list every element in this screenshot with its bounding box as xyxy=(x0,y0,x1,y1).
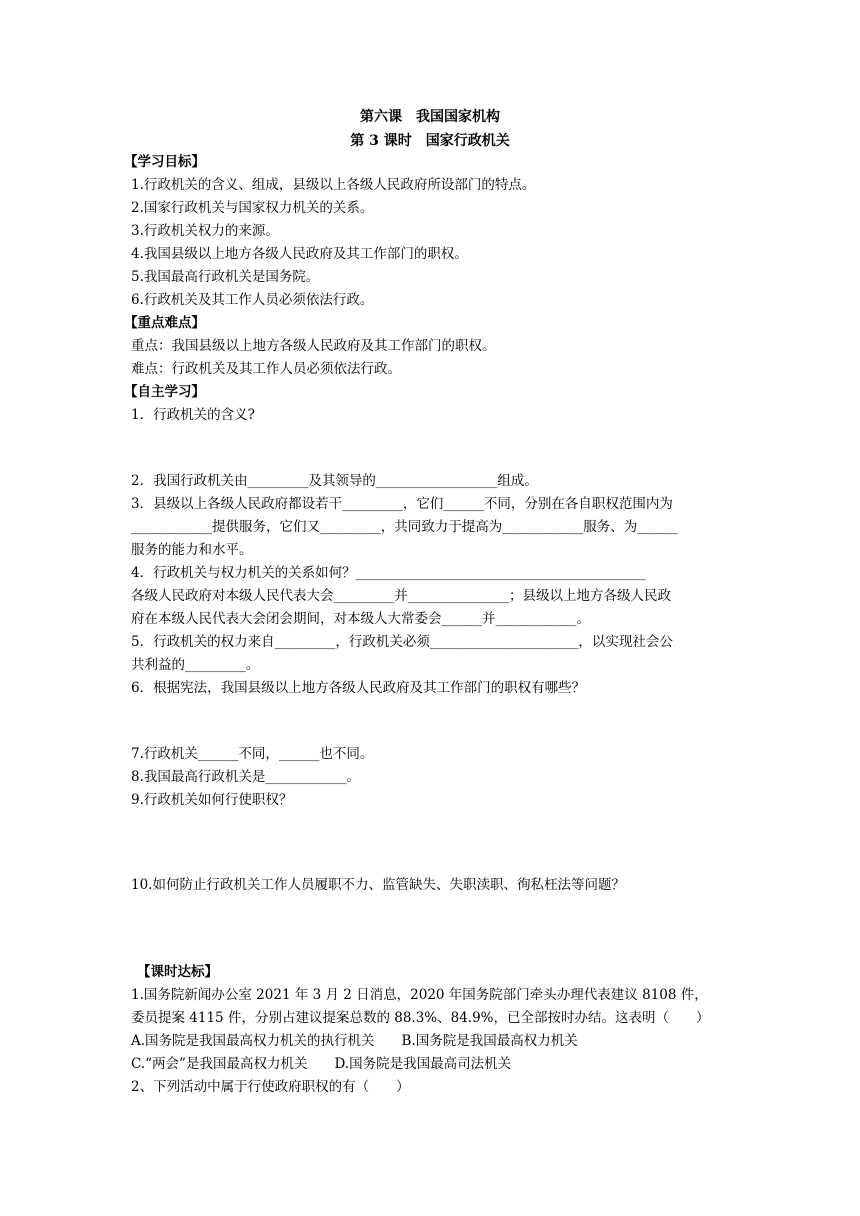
exercise-1-options-cd: C.“两会”是我国最高权力机关 D.国务院是我国最高司法机关 xyxy=(131,1056,512,1072)
objective-item: 3.行政机关权力的来源。 xyxy=(131,223,279,239)
objective-item: 2.国家行政机关与国家权力机关的关系。 xyxy=(131,200,374,216)
key-point: 重点：我国县级以上地方各级人民政府及其工作部门的职权。 xyxy=(131,338,496,354)
question-3-cont: 服务的能力和水平。 xyxy=(131,542,253,558)
objective-item: 1.行政机关的含义、组成，县级以上各级人民政府所设部门的特点。 xyxy=(131,177,536,193)
keypoints-heading: 【重点难点】 xyxy=(124,315,205,331)
lesson-subtitle: 第 3 课时 国家行政机关 xyxy=(350,133,510,149)
question-4: 4．行政机关与权力机关的关系如何？___________________________________________ xyxy=(131,565,646,581)
question-2: 2．我国行政机关由_________及其领导的__________________组成。 xyxy=(131,473,538,489)
question-5-cont: 共利益的_________。 xyxy=(131,657,260,673)
lesson-title: 第六课 我国国家机构 xyxy=(360,109,500,125)
question-1: 1．行政机关的含义? xyxy=(131,407,255,423)
objectives-heading: 【学习目标】 xyxy=(124,154,205,170)
objective-item: 4.我国县级以上地方各级人民政府及其工作部门的职权。 xyxy=(131,246,468,262)
exercise-1-cont: 委员提案 4115 件，分别占建议提案总数的 88.3%、84.9%，已全部按时办结。这表明（ ） xyxy=(131,1010,710,1026)
question-3: 3．县级以上各级人民政府都设若干_________，它们______不同，分别在各自职权范围内为 xyxy=(131,496,673,512)
question-4-cont: 府在本级人民代表大会闭会期间，对本级人大常委会______并____________。 xyxy=(131,611,590,627)
question-3-cont: ____________提供服务，它们又_________，共同致力于提高为____________服务、为______ xyxy=(131,519,678,535)
question-6: 6．根据宪法，我国县级以上地方各级人民政府及其工作部门的职权有哪些？ xyxy=(131,680,586,696)
selfstudy-heading: 【自主学习】 xyxy=(124,384,205,400)
objective-item: 6.行政机关及其工作人员必须依法行政。 xyxy=(131,292,374,308)
exercise-1: 1.国务院新闻办公室 2021 年 3 月 2 日消息，2020 年国务院部门牵头办理代表建议 8108 件， xyxy=(131,987,708,1003)
question-10: 10.如何防止行政机关工作人员履职不力、监管缺失、失职渎职、徇私枉法等问题？ xyxy=(131,877,625,893)
exercise-2: 2、下列活动中属于行使政府职权的有（ ） xyxy=(131,1079,410,1095)
question-7: 7.行政机关______不同，______也不同。 xyxy=(131,746,374,762)
question-9: 9.行政机关如何行使职权？ xyxy=(131,792,293,808)
difficult-point: 难点：行政机关及其工作人员必须依法行政。 xyxy=(131,361,401,377)
classwork-heading: 【课时达标】 xyxy=(137,964,218,980)
exercise-1-options-ab: A.国务院是我国最高权力机关的执行机关 B.国务院是我国最高权力机关 xyxy=(131,1033,578,1049)
objective-item: 5.我国最高行政机关是国务院。 xyxy=(131,269,320,285)
question-8: 8.我国最高行政机关是____________。 xyxy=(131,769,360,785)
question-4-cont: 各级人民政府对本级人民代表大会_________并_______________；县级以上地方各级人民政 xyxy=(131,588,671,604)
question-5: 5．行政机关的权力来自_________，行政机关必须______________________，以实现社会公 xyxy=(131,634,673,650)
